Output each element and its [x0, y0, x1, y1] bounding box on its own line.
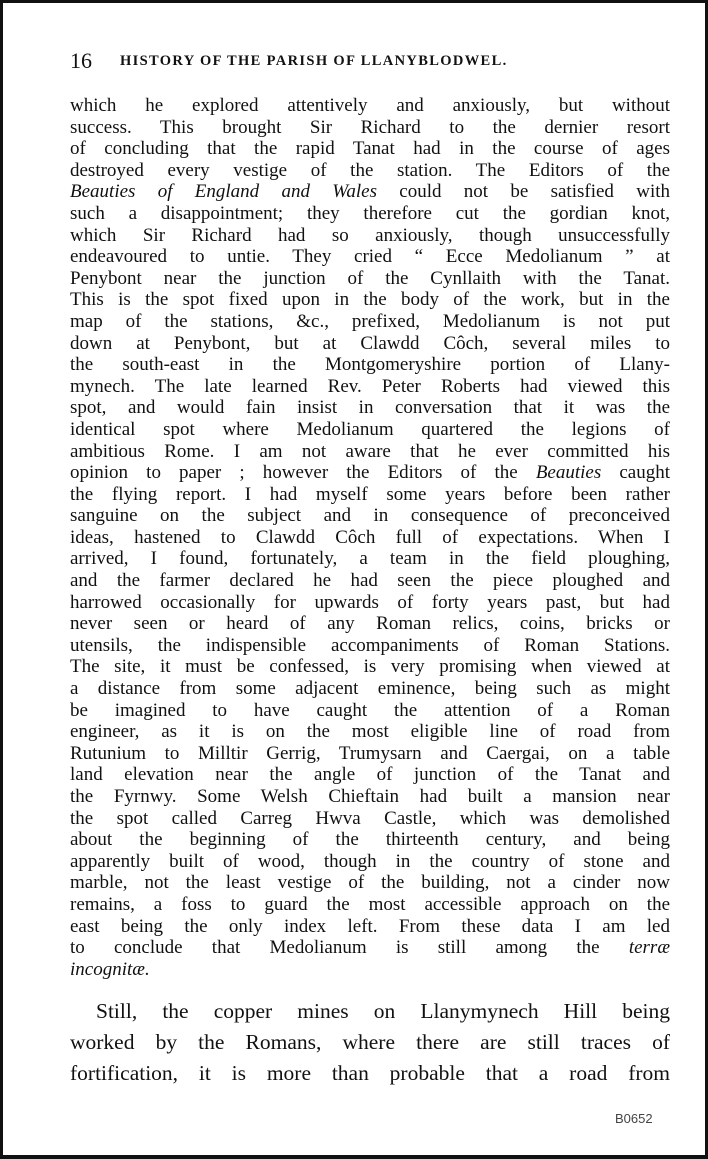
text-segment: sanguine on the subject and in consequence of preconceived	[70, 505, 670, 527]
text-line	[70, 419, 670, 441]
text-line	[70, 570, 670, 592]
text-segment: map of the stations, &c., prefixed, Medolianum is not put	[70, 310, 670, 332]
text-segment: the Fyrnwy. Some Welsh Chieftain had built a mansion near	[70, 786, 670, 807]
text-segment: engineer, as it is on the most eligible line of road from	[70, 721, 670, 743]
text-segment: marble, not the least vestige of the building, not a cinder now	[70, 872, 670, 894]
text-segment: such a disappointment; they therefore cut the gordian knot,	[70, 202, 670, 224]
text-segment: of concluding that the rapid Tanat had in the course of ages	[70, 138, 670, 160]
text-line	[70, 851, 670, 873]
text-line	[70, 441, 670, 463]
text-segment: down at Penybont, but at Clawdd Côch, several miles to	[70, 332, 670, 354]
italic-text: incognitæ.	[70, 958, 150, 980]
text-line	[70, 959, 670, 981]
text-line	[70, 996, 670, 1027]
text-line	[70, 505, 670, 527]
text-segment: which Sir Richard had so anxiously, though unsuccessfully	[70, 224, 670, 246]
text-segment: which he explored attentively and anxiously, but without	[70, 95, 670, 116]
scanned-page	[3, 3, 704, 1154]
text-segment: Still, the copper mines on Llanymynech Hill being	[96, 999, 670, 1023]
text-line	[70, 246, 670, 268]
text-line	[70, 1058, 670, 1089]
text-segment: utensils, the indispensible accompaniments of Roman Stations.	[70, 634, 670, 656]
paragraph-1	[70, 95, 670, 980]
text-line	[70, 397, 670, 419]
text-segment: and the farmer declared he had seen the piece ploughed and	[70, 570, 670, 592]
text-line	[70, 117, 670, 139]
text-segment: the south-east in the Montgomeryshire portion of Llany-	[70, 354, 670, 376]
text-line	[70, 376, 670, 398]
paragraph-2	[70, 996, 670, 1089]
text-segment: endeavoured to untie. They cried “ Ecce Medolianum ” at	[70, 246, 670, 268]
text-line	[70, 613, 670, 635]
text-line	[70, 462, 670, 484]
text-line	[70, 808, 670, 830]
running-title: HISTORY OF THE PARISH OF LLANYBLODWEL.	[120, 53, 508, 69]
text-line	[70, 527, 670, 549]
text-line	[70, 592, 670, 614]
text-line	[70, 354, 670, 376]
text-line	[70, 225, 670, 247]
page-number: 16	[70, 48, 92, 73]
text-line	[70, 937, 670, 959]
italic-text: Beauties	[535, 462, 602, 484]
text-line	[70, 786, 670, 808]
text-segment: caught	[601, 462, 670, 484]
text-segment: could not be satisfied with	[376, 181, 670, 203]
text-line	[70, 872, 670, 894]
text-segment: success. This brought Sir Richard to the dernier resort	[70, 116, 670, 138]
text-line	[70, 484, 670, 506]
text-segment: Penybont near the junction of the Cynllaith with the Tanat.	[70, 267, 670, 289]
text-line	[70, 548, 670, 570]
text-line	[70, 829, 670, 851]
text-line	[70, 311, 670, 333]
running-header	[3, 48, 704, 74]
text-segment: opinion to paper ; however the Editors of the	[70, 462, 536, 484]
text-segment: ideas, hastened to Clawdd Côch full of expectations. When I	[70, 526, 670, 548]
text-segment: be imagined to have caught the attention of a Roman	[70, 699, 670, 721]
text-segment: a distance from some adjacent eminence, being such as might	[70, 678, 670, 700]
text-segment: never seen or heard of any Roman relics, coins, bricks or	[70, 613, 670, 635]
text-line	[70, 743, 670, 765]
text-segment: destroyed every vestige of the station. The Editors of the	[70, 159, 670, 181]
text-line	[70, 181, 670, 203]
text-segment: about the beginning of the thirteenth century, and being	[70, 829, 670, 851]
text-segment: the spot called Carreg Hwva Castle, which was demolished	[70, 807, 670, 829]
text-segment: fortification, it is more than probable that a road from	[70, 1061, 670, 1085]
text-segment: spot, and would fain insist in conversation that it was the	[70, 397, 670, 419]
text-segment: the flying report. I had myself some years before been rather	[70, 483, 670, 505]
text-line	[70, 203, 670, 225]
text-segment: harrowed occasionally for upwards of forty years past, but had	[70, 591, 670, 613]
text-line	[70, 138, 670, 160]
text-line	[70, 268, 670, 290]
text-segment: mynech. The late learned Rev. Peter Roberts had viewed this	[70, 375, 670, 397]
text-segment: to conclude that Medolianum is still among the	[70, 937, 629, 959]
text-segment: This is the spot fixed upon in the body of the work, but in the	[70, 289, 670, 311]
text-segment: ambitious Rome. I am not aware that he ever committed his	[70, 440, 670, 462]
scan-code: B0652	[615, 1111, 653, 1126]
text-line	[70, 916, 670, 938]
text-line	[70, 635, 670, 657]
text-segment: The site, it must be confessed, is very promising when viewed at	[70, 656, 670, 678]
italic-text: Beauties of England and Wales	[70, 181, 377, 203]
text-segment: remains, a foss to guard the most accessible approach on the	[70, 893, 670, 915]
text-line	[70, 1027, 670, 1058]
text-segment: Rutunium to Milltir Gerrig, Trumysarn and Caergai, on a table	[70, 742, 670, 764]
text-segment: arrived, I found, fortunately, a team in the field ploughing,	[70, 548, 670, 570]
text-line	[70, 764, 670, 786]
text-segment: land elevation near the angle of junction of the Tanat and	[70, 764, 670, 786]
text-segment: identical spot where Medolianum quartered the legions of	[70, 418, 670, 440]
text-line	[70, 289, 670, 311]
text-line	[70, 656, 670, 678]
text-segment: east being the only index left. From these data I am led	[70, 915, 670, 937]
text-line	[70, 95, 670, 117]
text-line	[70, 721, 670, 743]
text-segment: apparently built of wood, though in the country of stone and	[70, 850, 670, 872]
text-line	[70, 678, 670, 700]
text-segment: worked by the Romans, where there are still traces of	[70, 1030, 670, 1054]
text-line	[70, 160, 670, 182]
text-line	[70, 333, 670, 355]
italic-text: terræ	[628, 937, 670, 959]
text-line	[70, 894, 670, 916]
text-line	[70, 700, 670, 722]
